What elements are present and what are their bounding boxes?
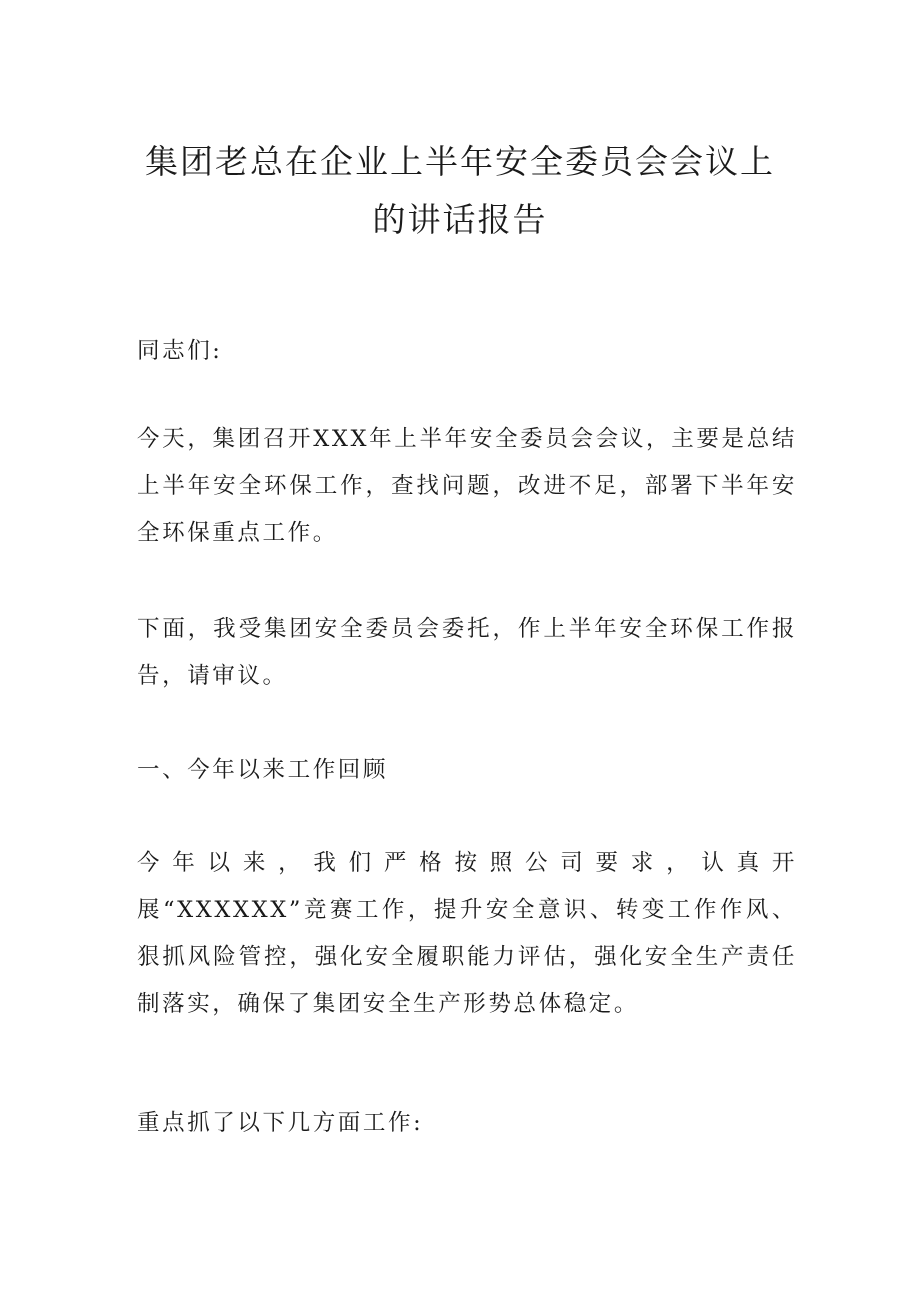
section-heading: 一、今年以来工作回顾 (137, 757, 389, 783)
document-title-line-1: 集团老总在企业上半年安全委员会会议上 (145, 142, 775, 181)
salutation-paragraph: 同志们: (137, 338, 223, 364)
report-paragraph: 下面，我受集团安全委员会委托，作上半年安全环保工作报告，请审议。 (137, 616, 797, 689)
review-paragraph: 今年以来，我们严格按照公司要求，认真开展“XXXXXX”竞赛工作，提升安全意识、转变工作作风、狠抓风险管控，强化安全履职能力评估，强化安全生产责任制落实，确保了集团安全生产形势总体稳定。 (137, 850, 797, 1017)
focus-paragraph: 重点抓了以下几方面工作: (137, 1110, 424, 1136)
intro-paragraph: 今天，集团召开XXX年上半年安全委员会会议，主要是总结上半年安全环保工作，查找问题，改进不足，部署下半年安全环保重点工作。 (137, 426, 797, 546)
document-title-line-2: 的讲话报告 (372, 200, 548, 239)
